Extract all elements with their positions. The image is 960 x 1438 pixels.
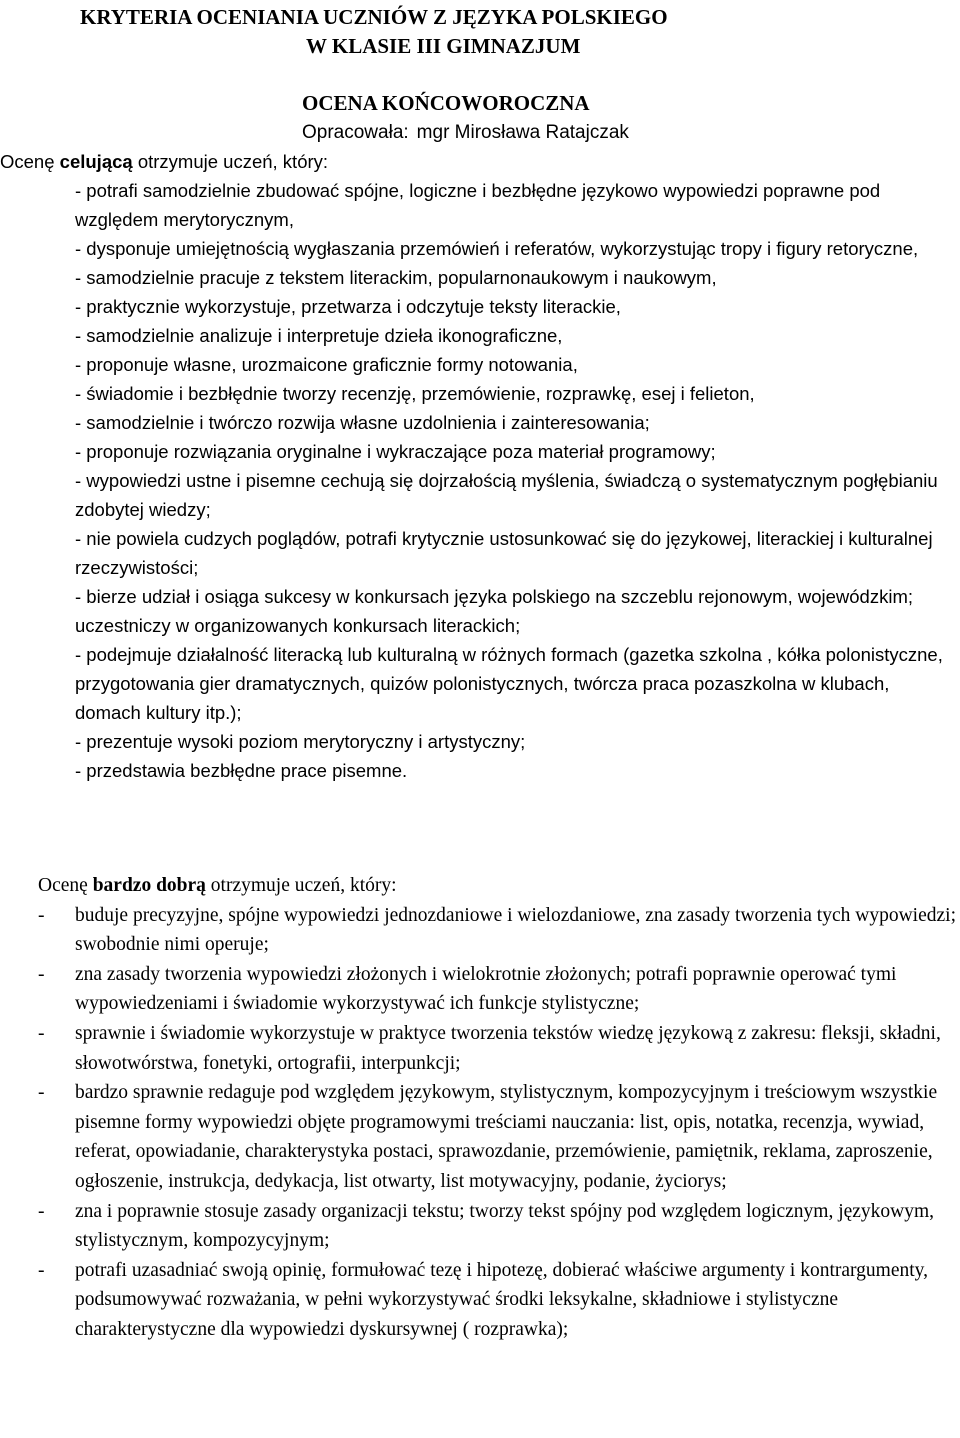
intro-text: Ocenę: [38, 875, 93, 896]
grade-bardzo-dobra-section: [0, 871, 960, 1345]
criterion-item: - potrafi samodzielnie zbudować spójne, logiczne i bezbłędne językowo wypowiedzi poprawne pod względem merytorycznym,: [75, 180, 881, 230]
criterion-item: - przedstawia bezbłędne prace pisemne.: [75, 760, 408, 781]
criterion-item: - świadomie i bezbłędnie tworzy recenzję, przemówienie, rozprawkę, esej i felieton,: [75, 383, 755, 404]
criterion-item: - prezentuje wysoki poziom merytoryczny i artystyczny;: [75, 731, 526, 752]
criterion-item: - bierze udział i osiąga sukcesy w konkursach języka polskiego na szczeblu rejonowym, wojewódzkim; uczestniczy w organizowanych konkursach literackich;: [75, 586, 914, 636]
author-line: [302, 118, 629, 147]
section-heading: OCENA KOŃCOWOROCZNA: [302, 91, 590, 115]
criterion-text: zna zasady tworzenia wypowiedzi złożonych i wielokrotnie złożonych; potrafi poprawnie operować tymi wypowiedzeniami i świadomie wykorzystywać ich funkcje stylistyczne;: [75, 963, 897, 1015]
criterion-item: - samodzielnie pracuje z tekstem literackim, popularnonaukowym i naukowym,: [75, 267, 717, 288]
intro-text: otrzymuje uczeń, który:: [205, 875, 397, 896]
criterion-item: [0, 901, 960, 960]
criterion-item: - dysponuje umiejętnością wygłaszania przemówień i referatów, wykorzystując tropy i figury retoryczne,: [75, 238, 919, 259]
grade-celujaca-intro: [0, 147, 960, 176]
bullet-dash: -: [38, 1082, 45, 1104]
criteria-list: [0, 176, 960, 785]
criterion-item: - proponuje rozwiązania oryginalne i wykraczające poza materiał programowy;: [75, 441, 716, 462]
document-title: [80, 3, 880, 61]
bullet-dash: -: [38, 963, 45, 985]
bullet-dash: -: [38, 1022, 45, 1044]
criterion-text: zna i poprawnie stosuje zasady organizacji tekstu; tworzy tekst spójny pod względem logicznym, językowym, stylistycznym, kompozycyjnym;: [75, 1200, 935, 1252]
bullet-dash: -: [38, 1200, 45, 1222]
criterion-item: - podejmuje działalność literacką lub kulturalną w różnych formach (gazetka szkolna , kółka polonistyczne, przygotowania gier dramatycznych, quizów polonistycznych, twórcza praca pozaszkolna w klubach, domach kultury itp.);: [75, 644, 943, 723]
title-line-1: KRYTERIA OCENIANIA UCZNIÓW Z JĘZYKA POLSKIEGO: [80, 5, 668, 29]
intro-text: otrzymuje uczeń, który:: [132, 151, 329, 172]
criterion-item: [0, 1019, 960, 1078]
criterion-item: [0, 960, 960, 1019]
criterion-item: [0, 1197, 960, 1256]
criterion-text: bardzo sprawnie redaguje pod względem językowym, stylistycznym, kompozycyjnym i treściowym wszystkie pisemne formy wypowiedzi objęte programowymi treściami nauczania: list, opis, notatka, recenzja, wywiad, referat, opowiadanie, charakterystyka postaci, sprawozdanie, przemówienie, pamiętnik, reklama, zaproszenie, ogłoszenie, instrukcja, dedykacja, list otwarty, list motywacyjny, podanie, życiorys;: [75, 1082, 938, 1192]
bullet-dash: -: [38, 904, 45, 926]
criterion-item: [0, 1256, 960, 1345]
criterion-item: - samodzielnie i twórczo rozwija własne uzdolnienia i zainteresowania;: [75, 412, 650, 433]
criterion-text: buduje precyzyjne, spójne wypowiedzi jednozdaniowe i wielozdaniowe, zna zasady tworzenia tych wypowiedzi; swobodnie nimi operuje;: [75, 904, 956, 956]
criteria-list: [0, 901, 960, 1345]
criterion-text: sprawnie i świadomie wykorzystuje w praktyce tworzenia tekstów wiedzę językową z zakresu: fleksji, składni, słowotwórstwa, fonetyki, ortografii, interpunkcji;: [75, 1022, 941, 1074]
grade-name: celującą: [59, 151, 133, 172]
criterion-item: - nie powiela cudzych poglądów, potrafi krytycznie ustosunkować się do językowej, literackiej i kulturalnej rzeczywistości;: [75, 528, 933, 578]
criterion-item: - wypowiedzi ustne i pisemne cechują się dojrzałością myślenia, świadczą o systematycznym pogłębianiu zdobytej wiedzy;: [75, 470, 938, 520]
grade-name: bardzo dobrą: [92, 875, 206, 896]
author-name: mgr Mirosława Ratajczak: [416, 122, 629, 143]
intro-text: Ocenę: [0, 151, 60, 172]
grade-celujaca-section: [0, 147, 960, 785]
criterion-item: - praktycznie wykorzystuje, przetwarza i odczytuje teksty literackie,: [75, 296, 621, 317]
title-line-2: W KLASIE III GIMNAZJUM: [306, 34, 581, 58]
bullet-dash: -: [38, 1259, 45, 1281]
criterion-item: - samodzielnie analizuje i interpretuje dzieła ikonograficzne,: [75, 325, 563, 346]
criterion-item: - proponuje własne, urozmaicone graficznie formy notowania,: [75, 354, 578, 375]
grade-bardzo-dobra-intro: [0, 871, 960, 901]
author-label: Opracowała:: [302, 122, 409, 143]
criterion-text: potrafi uzasadniać swoją opinię, formułować tezę i hipotezę, dobierać właściwe argumenty i kontrargumenty, podsumowywać rozważania, w pełni wykorzystywać środki leksykalne, składniowe i stylistyczne charakterystyczne dla wypowiedzi dyskursywnej ( rozprawka);: [75, 1259, 929, 1340]
criterion-item: [0, 1078, 960, 1196]
